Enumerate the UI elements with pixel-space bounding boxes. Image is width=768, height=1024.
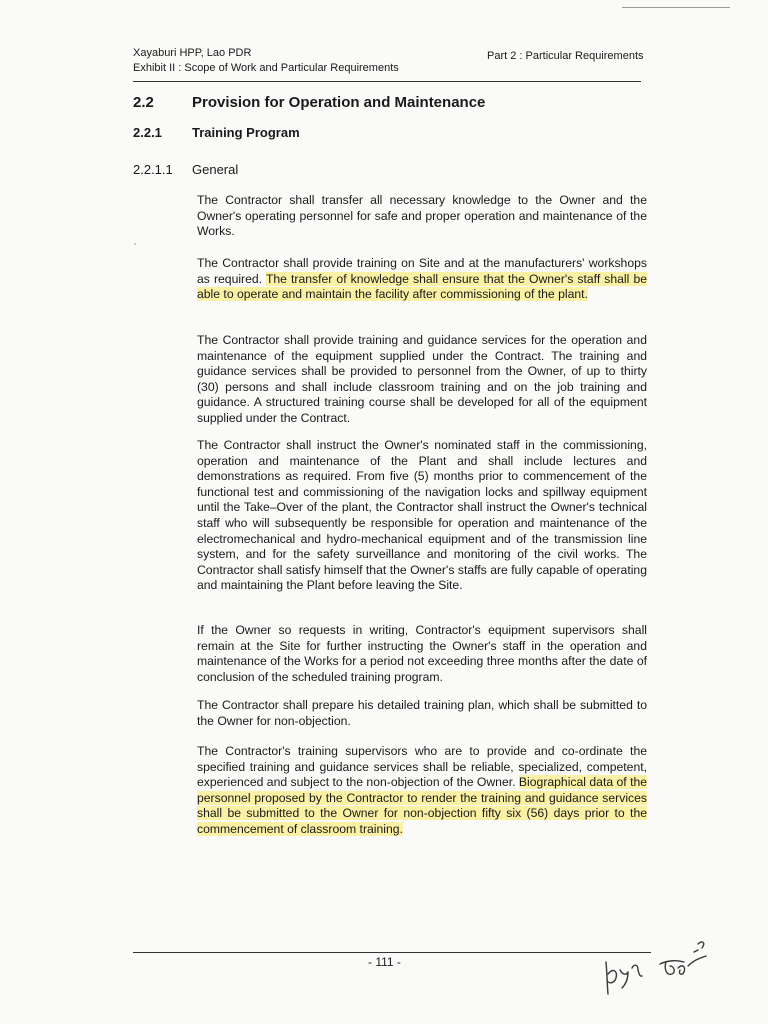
handwritten-signature-initials [598,922,718,1002]
paragraph-knowledge-transfer [197,193,647,240]
section-title: Provision for Operation and Maintenance [192,94,486,111]
header-divider [133,81,641,82]
paragraph-supervisors-remain [197,623,647,685]
page-number: - 111 - [368,955,401,969]
paragraph-text: If the Owner so requests in writing, Contractor's equipment supervisors shall remain at the Site for further instructing the Owner's staff in the operation and maintenance of the Works for a period not exceeding three months after the date of conclusion of the scheduled training program. [197,623,647,684]
scan-speck [134,243,136,245]
top-margin-line [622,7,730,8]
paragraph-text: The Contractor shall prepare his detailed training plan, which shall be submitted to the Owner for non-objection. [197,698,647,728]
highlighted-text: Biographical data of the personnel proposed by the Contractor to render the training and guidance services shall be submitted to the Owner for non-objection fifty six (56) days prior to the commencement of classroom training. [197,775,648,836]
subsubsection-number: 2.2.1.1 [133,162,173,177]
paragraph-text: The Contractor shall instruct the Owner's nominated staff in the commissioning, operation and maintenance of the Plant and shall include lectures and demonstrations as required. From five (5) months prior to commencement of the functional test and commissioning of the navigation locks and spillway equipment until the Take–Over of the plant, the Contractor shall instruct the Owner's technical staff who will subsequently be responsible for operation and maintenance of the electromechanical and hydro-mechanical equipment and of the transmission line system, and for the safety surveillance and monitoring of the civil works. The Contractor shall satisfy himself that the Owner's staffs are fully capable of operating and maintaining the Plant before leaving the Site. [197,438,647,593]
paragraph-training-site [197,256,647,303]
footer-divider [133,952,651,953]
paragraph-training-supervisors [197,744,647,838]
section-number: 2.2 [133,94,154,111]
paragraph-instruct-staff [197,438,647,594]
header-project: Xayaburi HPP, Lao PDR [133,47,252,59]
subsection-number: 2.2.1 [133,125,162,140]
paragraph-text: The Contractor's training supervisors who are to provide and co-ordinate the specified training and guidance services shall be reliable, specialized, competent, experienced and subject to the non-objection of the Owner. [197,744,647,790]
header-part: Part 2 : Particular Requirements [487,50,644,62]
paragraph-training-services [197,333,647,427]
paragraph-text: The Contractor shall provide training on Site and at the manufacturers' workshops as required. [197,256,647,286]
header-exhibit: Exhibit II : Scope of Work and Particular Requirements [133,62,399,74]
subsection-title: Training Program [192,125,300,140]
paragraph-text: The Contractor shall provide training and guidance services for the operation and maintenance of the equipment supplied under the Contract. The training and guidance services shall be provided to personnel from the Owner, of up to thirty (30) persons and shall include classroom training and on the job training and guidance. A structured training course shall be developed for all of the equipment supplied under the Contract. [197,333,647,425]
paragraph-training-plan [197,698,647,729]
paragraph-text: The Contractor shall transfer all necessary knowledge to the Owner and the Owner's operating personnel for safe and proper operation and maintenance of the Works. [197,193,647,239]
highlighted-text: The transfer of knowledge shall ensure that the Owner's staff shall be able to operate and maintain the facility after commissioning of the plant. [197,271,647,302]
subsubsection-title: General [192,162,239,177]
